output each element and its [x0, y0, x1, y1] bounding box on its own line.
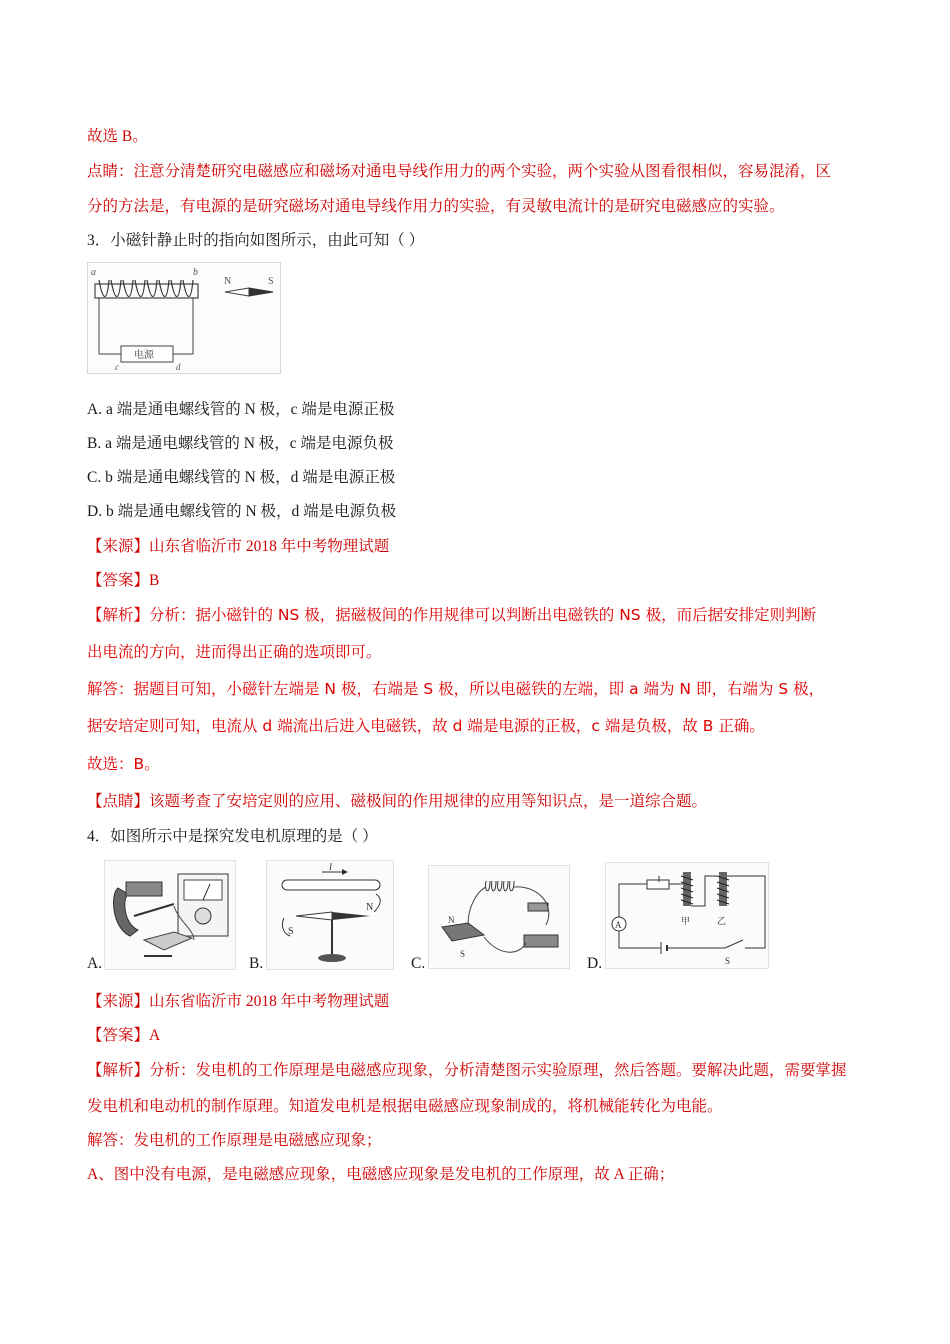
label-ammeter: A [615, 920, 622, 930]
q3-analysis-line-1: 【解析】分析：据小磁针的 NS 极，据磁极间的作用规律可以判断出电磁铁的 NS 极，而后据安排定则判断 [87, 606, 817, 624]
q4-option-label-a: A. [87, 955, 103, 972]
q3-option-a: A. a 端是通电螺线管的 N 极，c 端是电源正极 [87, 401, 395, 418]
label-b: b [193, 267, 198, 278]
label-d: d [176, 362, 181, 372]
q3-solution-line-2: 据安培定则可知，电流从 d 端流出后进入电磁铁，故 d 端是电源的正极，c 端是负极，故 B 正确。 [87, 717, 765, 735]
q4-figure-b [266, 860, 394, 970]
q3-solution-line-1: 解答：据题目可知，小磁针左端是 N 极，右端是 S 极，所以电磁铁的左端，即 a 端为 N 即，右端为 S 极， [87, 680, 825, 698]
label-S: S [288, 926, 294, 937]
needle-label-S: S [268, 276, 274, 287]
label-I: I [329, 862, 332, 872]
q3-option-c: C. b 端是通电螺线管的 N 极，d 端是电源正极 [87, 469, 396, 486]
q4-stem: 4．如图所示中是探究发电机原理的是（ ） [87, 828, 378, 845]
q4-analysis-line-2: 发电机和电动机的制作原理。知道发电机是根据电磁感应现象制成的，将机械能转化为电能。 [87, 1098, 723, 1115]
needle-label-N: N [224, 276, 232, 287]
q2-comment-line-2: 分的方法是，有电源的是研究磁场对通电导线作用力的实验，有灵敏电流计的是研究电磁感应的实验。 [87, 198, 785, 215]
q4-option-label-c: C. [411, 955, 426, 972]
q3-option-b: B. a 端是通电螺线管的 N 极，c 端是电源负极 [87, 435, 394, 452]
q4-figure-a [104, 860, 236, 970]
q4-figure-c [428, 865, 570, 969]
q3-source: 【来源】山东省临沂市 2018 年中考物理试题 [87, 538, 390, 555]
q3-answer: 【答案】B [87, 572, 160, 589]
power-label: 电源 [134, 350, 154, 361]
label-N: N [448, 915, 455, 925]
q4-answer: 【答案】A [87, 1027, 161, 1044]
q3-option-d: D. b 端是通电螺线管的 N 极，d 端是电源负极 [87, 503, 397, 520]
q4-option-label-b: B. [249, 955, 264, 972]
label-c: c [115, 362, 119, 372]
q4-source: 【来源】山东省临沂市 2018 年中考物理试题 [87, 993, 390, 1010]
label-S: S [460, 949, 466, 959]
q4-solution-line-2: A、图中没有电源，是电磁感应现象，电磁感应现象是发电机的工作原理，故 A 正确； [87, 1166, 675, 1183]
q4-figure-d [605, 862, 769, 969]
label-N: N [366, 902, 374, 913]
q4-option-label-d: D. [587, 955, 603, 972]
q3-stem: 3．小磁针静止时的指向如图所示，由此可知（ ） [87, 232, 425, 249]
q3-comment: 【点睛】该题考查了安培定则的应用、磁极间的作用规律的应用等知识点，是一道综合题。 [87, 793, 708, 810]
label-switch: S [725, 956, 731, 966]
q4-solution-line-1: 解答：发电机的工作原理是电磁感应现象； [87, 1132, 382, 1149]
q4-analysis-line-1: 【解析】分析：发电机的工作原理是电磁感应现象，分析清楚图示实验原理，然后答题。要解决此题，需要掌握 [87, 1062, 847, 1079]
label-jia: 甲 [681, 916, 691, 926]
q2-comment-line-1: 点睛：注意分清楚研究电磁感应和磁场对通电导线作用力的两个实验，两个实验从图看很相似，容易混淆，区 [87, 163, 832, 180]
q3-conclusion: 故选：B。 [87, 755, 160, 773]
q3-solenoid-figure [87, 262, 282, 374]
q3-analysis-line-2: 出电流的方向，进而得出正确的选项即可。 [87, 643, 382, 661]
label-yi: 乙 [717, 916, 727, 926]
label-a: a [91, 267, 96, 278]
q2-conclusion: 故选 B。 [87, 128, 148, 145]
